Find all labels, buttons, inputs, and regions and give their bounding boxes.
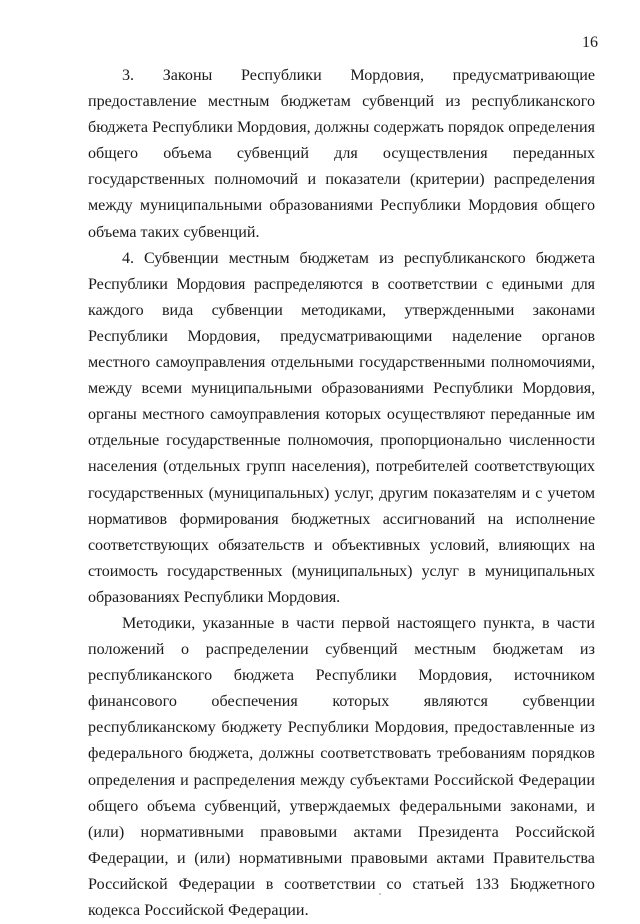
paragraph-item-4: 4. Субвенции местным бюджетам из республиканского бюджета Республики Мордовия распределяются в соответствии с едиными для каждого вида субвенции методиками, утвержденными законами Республики Мордовия, предусматривающими наделение органов местного самоуправления отдельными государственными полномочиями, между всеми муниципальными образованиями Республики Мордовия, органы местного самоуправления которых осуществляют переданные им отдельные государственные полномочия, пропорционально численности населения (отдельных групп населения), потребителей соответствующих государственных (муниципальных) услуг, другим показателям и с учетом нормативов формирования бюджетных ассигнований на исполнение соответствующих обязательств и объективных условий, влияющих на стоимость государственных (муниципальных) услуг в муниципальных образованиях Республики Мордовия. [88,249,595,606]
page-number: 16 [582,34,598,51]
document-body [88,63,595,924]
paragraph-methodologies: Методики, указанные в части первой настоящего пункта, в части положений о распределении субвенций местным бюджетам из республиканского бюджета Республики Мордовия, источником финансового обеспечения которых являются субвенции республиканскому бюджету Республики Мордовия, предоставленные из федерального бюджета, должны соответствовать требованиям порядков определения и распределения между субъектами Российской Федерации общего объема субвенций, утверждаемых федеральными законами, и (или) нормативными правовыми актами Президента Российской Федерации, и (или) нормативными правовыми актами Правительства Российской Федерации в соответствии со статьей 133 Бюджетного кодекса Российской Федерации. [88,614,595,919]
paragraph-item-3: 3. Законы Республики Мордовия, предусматривающие предоставление местным бюджетам субвенций из республиканского бюджета Республики Мордовия, должны содержать порядок определения общего объема субвенций для осуществления переданных государственных полномочий и показатели (критерии) распределения между муниципальными образованиями Республики Мордовия общего объема таких субвенций. [88,67,595,241]
scan-artifact [379,893,381,895]
